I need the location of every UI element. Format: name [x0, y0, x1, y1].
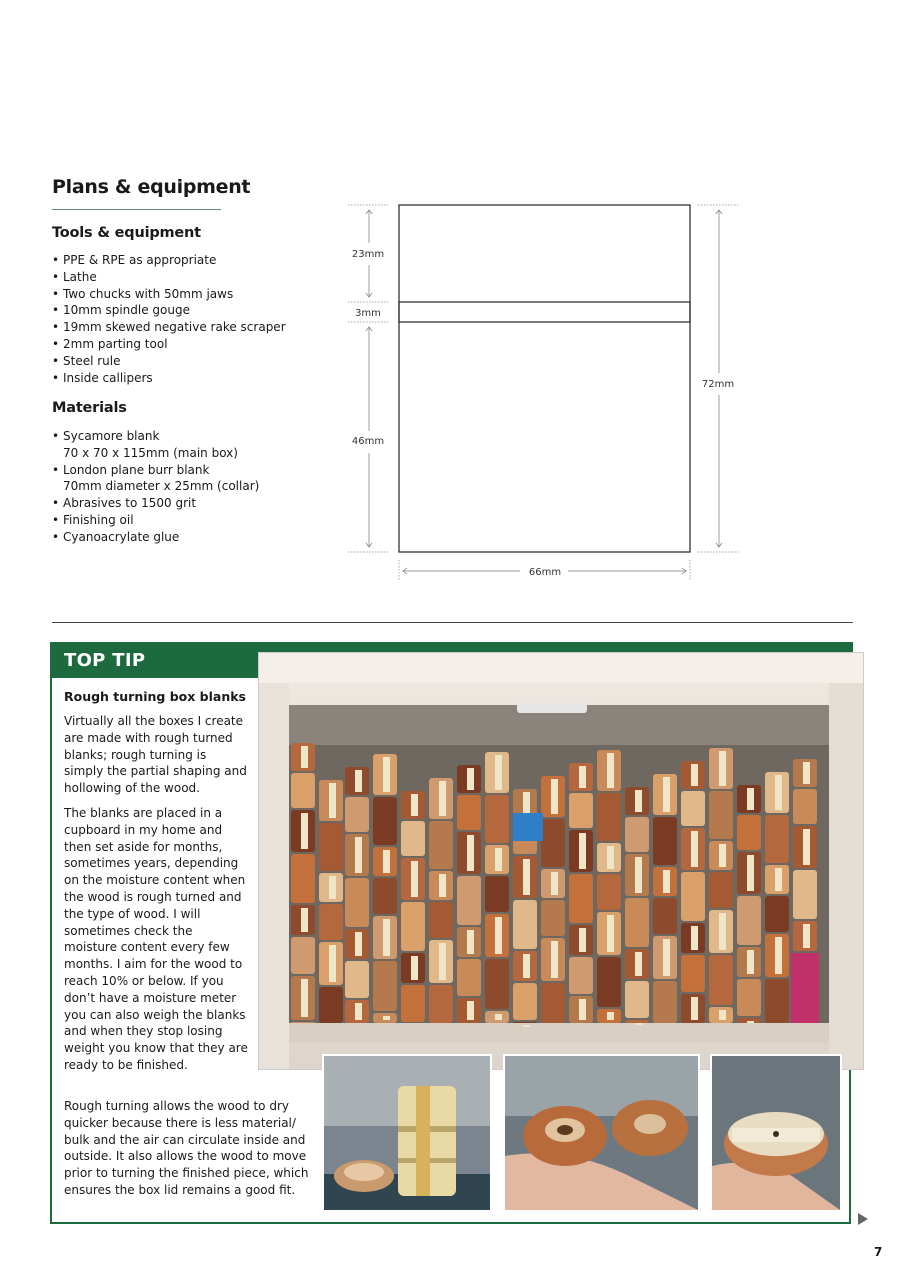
wood-blank [401, 985, 425, 1022]
wood-blank [541, 819, 565, 867]
wood-blank [345, 961, 369, 998]
paper-label [439, 781, 446, 816]
wood-blank [569, 874, 593, 923]
wood-blank [709, 955, 733, 1005]
wood-blank [457, 795, 481, 830]
wood-blank [765, 979, 789, 1023]
paper-label [551, 779, 558, 814]
paper-label [579, 999, 586, 1020]
paper-label [411, 861, 418, 897]
tip-paragraph: The blanks are placed in a cupboard in my home and then set aside for months, sometimes years, depending on the moisture content when the wood is rough turned and the type of wood. I will sometimes check the moisture content every few months. I aim for the wood to reach 10% or below. If you don’t have a moisture meter you can also weigh the blanks and when they stop losing weight you know that they are ready to be finished. [64, 806, 248, 1072]
paper-label [663, 870, 670, 893]
wood-blank [541, 900, 565, 936]
paper-label [467, 930, 474, 954]
paper-label [439, 943, 446, 980]
box-outline [399, 205, 690, 552]
paper-label [747, 855, 754, 891]
paper-label [355, 770, 362, 792]
wood-blank [625, 817, 649, 852]
paper-label [635, 1023, 642, 1025]
list-item: • Lathe [52, 269, 312, 286]
paper-label [607, 1012, 614, 1020]
paper-label [495, 1014, 502, 1020]
pink-wax-blank [791, 953, 819, 1023]
list-item: • Abrasives to 1500 grit [52, 495, 312, 512]
list-item: • Sycamore blank 70 x 70 x 115mm (main box) [52, 428, 312, 462]
paper-label [523, 1025, 530, 1027]
cupboard-blanks-photo [258, 652, 864, 1070]
wood-blank [485, 876, 509, 912]
wood-blank [793, 789, 817, 824]
paper-label [523, 859, 530, 895]
list-item: • Two chucks with 50mm jaws [52, 286, 312, 303]
paper-label [329, 876, 336, 899]
wood-blank [653, 981, 677, 1023]
finished-box-in-hand-photo [710, 1054, 842, 1212]
wood-blank [485, 959, 509, 1009]
dim-collar-label: 3mm [355, 308, 381, 319]
wood-blank [373, 961, 397, 1011]
paper-label [635, 857, 642, 893]
wood-blank [429, 821, 453, 869]
paper-label [467, 768, 474, 790]
wood-blank [485, 795, 509, 843]
wood-blank [401, 902, 425, 951]
wood-blank [513, 1022, 537, 1023]
paper-label [551, 941, 558, 978]
wood-blank [681, 791, 705, 826]
paper-label [301, 813, 308, 849]
paper-label [355, 837, 362, 873]
paper-label [495, 848, 502, 871]
wood-blank [291, 937, 315, 974]
tip-paragraph: Rough turning allows the wood to dry quicker because there is less material/ bulk and the air can circulate inside and outside. It also allows the wood to move prior to turning the finished piece, which ensures the box lid remains a good fit. [64, 1099, 309, 1197]
wood-blank [291, 773, 315, 808]
wood-blank [597, 793, 621, 841]
wood-blank [709, 791, 733, 839]
paper-label [301, 908, 308, 932]
list-item: • PPE & RPE as appropriate [52, 252, 312, 269]
paper-label [803, 829, 810, 865]
wood-blank [319, 904, 343, 940]
paper-label [301, 979, 308, 1017]
paper-label [355, 932, 362, 956]
paper-label [551, 872, 558, 895]
wood-blank [625, 981, 649, 1018]
paper-label [691, 764, 698, 786]
paper-label [635, 952, 642, 976]
wood-blank [373, 878, 397, 914]
materials-list [52, 428, 312, 546]
paper-label [439, 874, 446, 897]
list-item: • 2mm parting tool [52, 336, 312, 353]
top-tip-title: TOP TIP [64, 650, 146, 671]
paper-label [383, 919, 390, 956]
wood-blank [793, 870, 817, 919]
wood-blank [681, 955, 705, 992]
paper-label [691, 997, 698, 1020]
paper-label [329, 783, 336, 818]
paper-label [607, 846, 614, 869]
dim-top-label: 23mm [351, 249, 385, 260]
wood-blank [373, 797, 397, 845]
tip-paragraph: Virtually all the boxes I create are made with rough turned blanks; rough turning is simply the partial shaping and hollowing of the wood. [64, 714, 247, 796]
paper-label [301, 746, 308, 768]
wood-blank [625, 1020, 649, 1023]
wood-blank [457, 876, 481, 925]
paper-label [719, 844, 726, 867]
materials-heading: Materials [52, 400, 127, 416]
wood-blank [681, 872, 705, 921]
wood-blank [291, 1022, 315, 1023]
wood-blank [765, 815, 789, 863]
paper-label [467, 835, 474, 871]
list-item: • Cyanoacrylate glue [52, 529, 312, 546]
paper-label [467, 1001, 474, 1020]
paper-label [579, 928, 586, 952]
wood-blank [737, 815, 761, 850]
list-item: • Inside callipers [52, 370, 312, 387]
wood-blank [737, 979, 761, 1016]
wood-blank [541, 983, 565, 1023]
wood-blank [653, 898, 677, 934]
list-item: • London plane burr blank 70mm diameter x 25mm (collar) [52, 462, 312, 496]
next-page-arrow-icon [858, 1213, 868, 1225]
paper-label [803, 924, 810, 948]
paper-label [579, 833, 586, 869]
paper-label [411, 956, 418, 980]
wood-blank [401, 821, 425, 856]
tools-list [52, 252, 312, 386]
wood-blank [291, 854, 315, 903]
blank-on-lathe-photo [322, 1054, 492, 1212]
wood-blank [319, 987, 343, 1023]
wood-blank [597, 874, 621, 910]
paper-label [775, 937, 782, 974]
section-title: Plans & equipment [52, 176, 251, 198]
paper-label [411, 794, 418, 816]
paper-label [663, 939, 670, 976]
paper-label [775, 775, 782, 810]
title-underline [52, 209, 221, 210]
paper-label [803, 762, 810, 784]
wood-blank [625, 898, 649, 947]
paper-label [383, 757, 390, 792]
wood-blank [737, 896, 761, 945]
tools-heading: Tools & equipment [52, 225, 201, 241]
top-tip-subtitle: Rough turning box blanks [64, 689, 247, 704]
paper-label [383, 850, 390, 873]
paper-label [523, 954, 530, 978]
paper-label [329, 945, 336, 982]
paper-label [355, 1003, 362, 1020]
paper-label [747, 950, 754, 974]
collar-outline [399, 302, 690, 322]
wood-blank [513, 900, 537, 949]
paper-label [691, 926, 698, 950]
collar-rings-in-hand-photo [503, 1054, 700, 1212]
paper-label [747, 788, 754, 810]
wood-blank [457, 959, 481, 996]
paper-label [691, 831, 698, 867]
dim-width-label: 66mm [528, 567, 562, 578]
paper-label [719, 751, 726, 786]
wood-blank [709, 872, 733, 908]
paper-label [607, 915, 614, 952]
section-divider [52, 622, 853, 623]
wood-blank [653, 817, 677, 865]
paper-label [579, 766, 586, 788]
wood-blank [765, 896, 789, 932]
paper-label [719, 1010, 726, 1020]
paper-label [747, 1021, 754, 1023]
paper-label [607, 753, 614, 788]
wood-blank [429, 985, 453, 1023]
list-item: • Steel rule [52, 353, 312, 370]
wood-blank [513, 983, 537, 1020]
wood-blank [345, 878, 369, 927]
box-dimension-diagram [340, 195, 750, 585]
paper-label [719, 913, 726, 950]
dim-height-label: 72mm [701, 379, 735, 390]
list-item: • 19mm skewed negative rake scraper [52, 319, 312, 336]
wood-blank [429, 902, 453, 938]
paper-label [383, 1016, 390, 1020]
wood-blank [569, 793, 593, 828]
paper-label [495, 917, 502, 954]
wood-blank [345, 797, 369, 832]
blue-wax-blank [513, 813, 543, 841]
paper-label [775, 868, 782, 891]
page-number: 7 [874, 1245, 883, 1259]
wood-blank [569, 957, 593, 994]
wood-blank [597, 957, 621, 1007]
paper-label [635, 790, 642, 812]
paper-label [495, 755, 502, 790]
list-item: • 10mm spindle gouge [52, 302, 312, 319]
paper-label [663, 777, 670, 812]
wood-blank [319, 823, 343, 871]
paper-label [523, 792, 530, 814]
dim-bottom-label: 46mm [351, 436, 385, 447]
list-item: • Finishing oil [52, 512, 312, 529]
